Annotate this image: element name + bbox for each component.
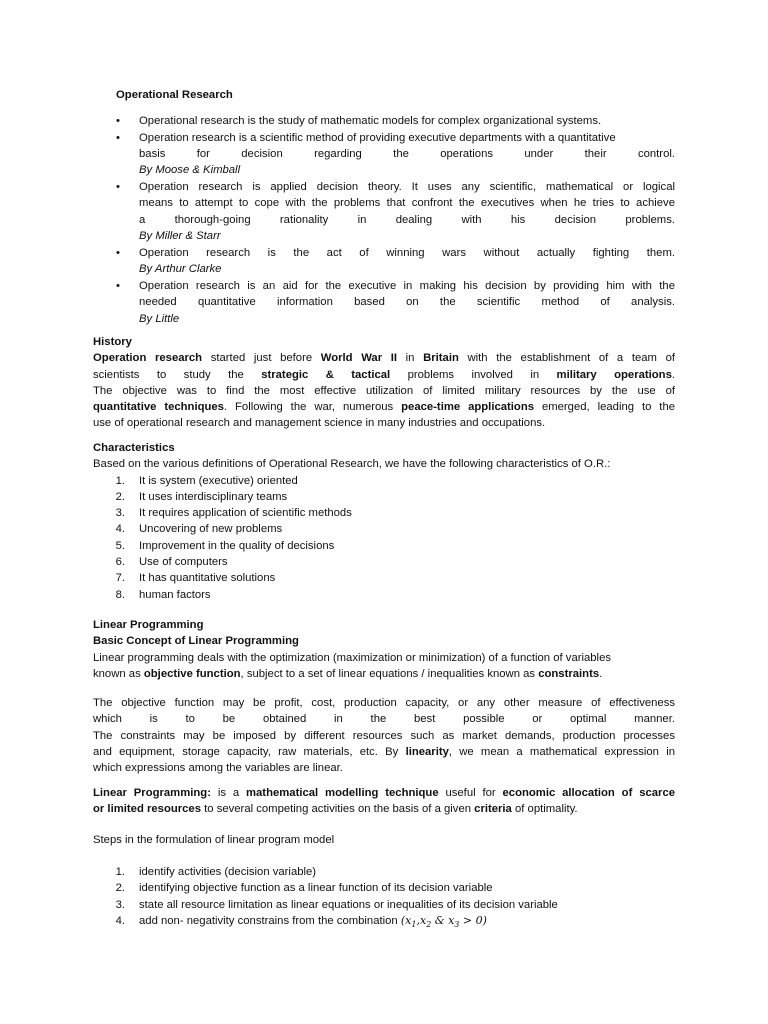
list-item: 8. human factors [115, 588, 211, 601]
math-expression: ($x_1,x_2$ & $x_3 > 0$) [400, 913, 487, 930]
list-item: 5. Improvement in the quality of decisions [115, 539, 335, 552]
bullet-icon: • [116, 115, 120, 127]
list-item [116, 113, 675, 129]
lp-paragraph-line: which is to be obtained in the best possible or optimal manner. [93, 713, 675, 726]
lp-definition-paragraph [93, 785, 675, 818]
list-item: 4. Uncovering of new problems [115, 523, 283, 536]
lp-paragraph-line: The constraints may be imposed by different resources such as market demands, production processes [93, 729, 675, 742]
lp-paragraph-line: or limited resources to several competing activities on the basis of a given criteria of optimality. [93, 803, 578, 816]
list-item [116, 179, 675, 244]
lp-objective-paragraph [93, 695, 675, 776]
history-paragraph-line: quantitative techniques. Following the war, numerous peace-time applications emerged, leading to the [93, 401, 676, 414]
lp-section [93, 617, 675, 682]
definition-text: Operational research is the study of mathematic models for complex organizational systems. [139, 115, 602, 127]
bullet-icon: • [116, 131, 120, 144]
definition-author: By Little [139, 312, 180, 325]
list-item: 2. It uses interdisciplinary teams [115, 490, 288, 503]
definition-text: means to attempt to cope with the problems that confront the executives when he tries to achieve [139, 197, 675, 210]
definition-text: basis for decision regarding the operations under their control. [139, 148, 675, 161]
definition-author: By Arthur Clarke [139, 263, 222, 276]
list-item [116, 130, 675, 179]
steps-intro: Steps in the formulation of linear program model [93, 834, 335, 846]
list-item: 1. identify activities (decision variable) [115, 866, 317, 878]
lp-paragraph-line: The objective function may be profit, cost, production capacity, or any other measure of effectiveness [93, 697, 675, 709]
list-item [116, 278, 675, 327]
list-item: 3. state all resource limitation as linear equations or inequalities of its decision variable [115, 898, 558, 911]
bullet-icon: • [116, 246, 120, 259]
history-section [93, 334, 675, 432]
definitions-list [116, 113, 675, 327]
history-heading: History [93, 336, 132, 348]
lp-paragraph-line: Linear Programming: is a mathematical modelling technique useful for economic allocation of scarce [93, 787, 676, 799]
lp-steps-block [93, 864, 675, 933]
list-item: 6. Use of computers [115, 556, 228, 569]
lp-steps-section [93, 832, 675, 848]
lp-paragraph-line: which expressions among the variables are linear. [93, 762, 343, 775]
lp-paragraph-line: known as objective function, subject to a set of linear equations / inequalities known as constraints. [93, 667, 603, 680]
characteristics-section [93, 440, 675, 603]
steps-list [93, 864, 675, 933]
list-item: 7. It has quantitative solutions [115, 572, 276, 585]
definition-text: Operation research is applied decision theory. It uses any scientific, mathematical or logical [139, 181, 675, 194]
definition-author: By Miller & Starr [139, 230, 221, 243]
definition-text: a thorough-going rationality in dealing with his decision problems. [139, 213, 675, 226]
history-paragraph-line: Operation research started just before World War II in Britain with the establishment of a team of [93, 352, 675, 365]
history-paragraph-line: The objective was to find the most effective utilization of limited military resources by the use of [93, 384, 675, 397]
lp-subheading: Basic Concept of Linear Programming [93, 635, 299, 648]
characteristics-intro: Based on the various definitions of Operational Research, we have the following characteristics of O.R.: [93, 458, 611, 471]
history-paragraph-line: scientists to study the strategic & tactical problems involved in military operations. [93, 368, 676, 381]
list-item: 3. It requires application of scientific methods [115, 507, 352, 520]
definition-text: Operation research is the act of winning wars without actually fighting them. [139, 246, 675, 259]
definition-author: By Moose & Kimball [139, 164, 241, 177]
bullet-icon: • [116, 181, 120, 194]
list-item [116, 245, 675, 278]
list-item: 4. add non- negativity constrains from the combination ($x_1,x_2$ & $x_3 > 0$) [115, 913, 487, 930]
page-title: Operational Research [116, 89, 233, 101]
lp-paragraph-line: Linear programming deals with the optimization (maximization or minimization) of a function of variables [93, 651, 612, 664]
characteristics-heading: Characteristics [93, 442, 175, 454]
lp-heading: Linear Programming [93, 619, 204, 631]
bullet-icon: • [116, 279, 120, 292]
definition-text: needed quantitative information based on the scientific method of analysis. [139, 296, 675, 309]
characteristics-list [93, 473, 675, 603]
definition-text: Operation research is an aid for the executive in making his decision by providing him with the [139, 279, 675, 292]
list-item: 1. It is system (executive) oriented [115, 474, 298, 487]
list-item: 2. identifying objective function as a linear function of its decision variable [115, 882, 493, 895]
definition-text: Operation research is a scientific method of providing executive departments with a quantitative [139, 131, 616, 144]
lp-paragraph-line: and equipment, storage capacity, raw materials, etc. By linearity, we mean a mathematical expression in [93, 745, 675, 758]
history-paragraph-line: use of operational research and management science in many industries and occupations. [93, 417, 546, 430]
